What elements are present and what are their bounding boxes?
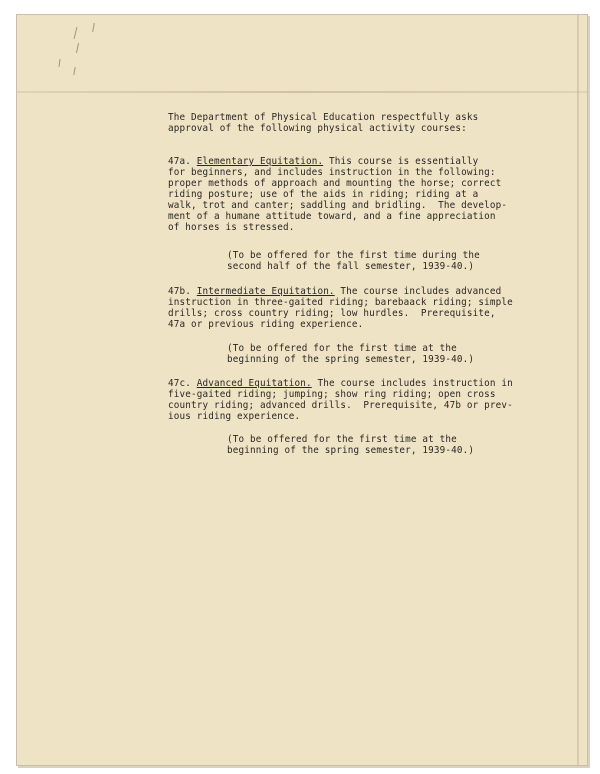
course-first-line xyxy=(168,286,513,297)
course-note-line: second half of the fall semester, 1939-40.) xyxy=(227,261,475,272)
pencil-mark xyxy=(92,23,95,32)
document-page xyxy=(16,14,588,766)
course-47a xyxy=(168,156,507,233)
course-description-line: riding posture; use of the aids in riding; riding at a xyxy=(168,189,479,200)
course-note-line: beginning of the spring semester, 1939-40.) xyxy=(227,445,475,456)
course-note-line: beginning of the spring semester, 1939-40.) xyxy=(227,354,475,365)
course-47a-note xyxy=(227,250,480,272)
course-description-start: This course is essentially xyxy=(323,156,479,167)
course-note-line: (To be offered for the first time at the xyxy=(227,434,457,445)
course-code: 47a. xyxy=(168,156,191,167)
course-description-start: The course includes instruction in xyxy=(311,378,513,389)
pencil-mark xyxy=(73,67,75,75)
course-description-line: walk, trot and canter; saddling and bridling. The develop- xyxy=(168,200,508,211)
intro-line: The Department of Physical Education respectfully asks xyxy=(168,112,479,123)
course-description-line: ment of a humane attitude toward, and a fine appreciation xyxy=(168,211,496,222)
course-47b xyxy=(168,286,513,330)
pencil-mark xyxy=(74,27,78,39)
course-title: Advanced Equitation. xyxy=(196,378,312,389)
course-description-line: for beginners, and includes instruction in the following: xyxy=(168,167,496,178)
course-description-line: instruction in three-gaited riding; barebaack riding; simple xyxy=(168,297,513,308)
course-description-line: 47a or previous riding experience. xyxy=(168,319,364,330)
course-47c-note xyxy=(227,434,474,456)
course-description-line: of horses is stressed. xyxy=(168,222,295,233)
course-code: 47b. xyxy=(168,286,191,297)
course-code: 47c. xyxy=(168,378,191,389)
course-description-line: ious riding experience. xyxy=(168,411,301,422)
course-47c xyxy=(168,378,513,422)
course-47b-note xyxy=(227,343,474,365)
intro-paragraph xyxy=(168,112,478,134)
paper-fold-line xyxy=(17,91,587,93)
intro-line: approval of the following physical activity courses: xyxy=(168,123,467,134)
course-title: Elementary Equitation. xyxy=(196,156,324,167)
course-first-line xyxy=(168,156,507,167)
pencil-mark xyxy=(58,59,60,67)
course-note-line: (To be offered for the first time at the xyxy=(227,343,457,354)
course-first-line xyxy=(168,378,513,389)
paper-edge-shadow xyxy=(577,15,579,765)
course-description-line: five-gaited riding; jumping; show ring riding; open cross xyxy=(168,389,496,400)
pencil-mark xyxy=(76,43,79,53)
course-note-line: (To be offered for the first time during the xyxy=(227,250,480,261)
course-title: Intermediate Equitation. xyxy=(196,286,335,297)
course-description-line: country riding; advanced drills. Prerequisite, 47b or prev- xyxy=(168,400,513,411)
course-description-start: The course includes advanced xyxy=(334,286,502,297)
course-description-line: drills; cross country riding; low hurdles. Prerequisite, xyxy=(168,308,496,319)
course-description-line: proper methods of approach and mounting the horse; correct xyxy=(168,178,502,189)
